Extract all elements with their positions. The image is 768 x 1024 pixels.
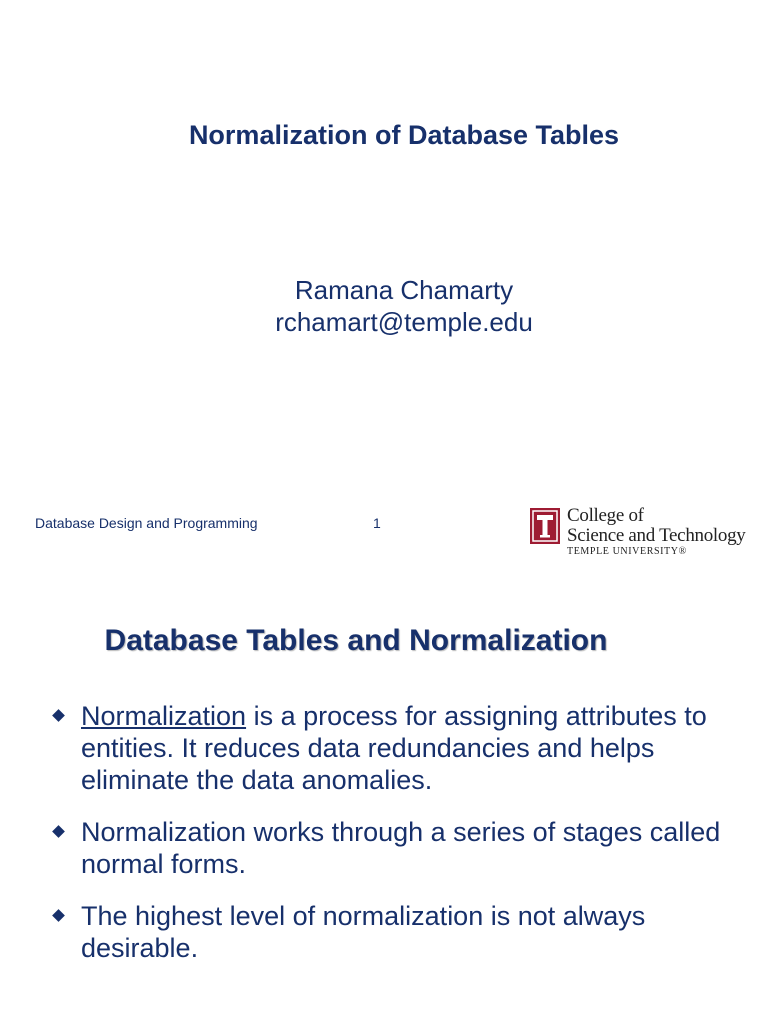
bullet-text: is a process for assigning attributes to entities. It reduces data redundancies and helps eliminate the data anomalies. [81,701,707,795]
author-email: rchamart@temple.edu [275,307,533,337]
logo-line-university: TEMPLE UNIVERSITY® [567,546,687,557]
logo-line-science: Science and Technology [567,525,746,546]
bullet-list [52,700,732,964]
college-logo [530,506,766,556]
author-block [0,274,768,338]
temple-t-logo-icon [530,508,560,544]
bullet-text: Normalization works through a series of stages called normal forms. [81,817,721,879]
author-name: Ramana Chamarty [294,275,514,305]
bullet-term: Normalization [81,701,247,731]
bullet-item [52,900,732,964]
diamond-bullet-icon [52,709,65,722]
bullet-text: The highest level of normalization is not always desirable. [81,901,646,963]
footer-course-name: Database Design and Programming [35,515,258,531]
slide-2 [0,560,768,1024]
footer-page-number: 1 [373,515,381,531]
bullet-item [52,816,732,880]
logo-wordmark [567,506,746,558]
logo-line-college: College of [567,505,644,526]
slide-title: Database Tables and Normalization [104,624,608,657]
bullet-item [52,700,732,796]
diamond-bullet-icon [52,825,65,838]
diamond-bullet-icon [52,909,65,922]
slide-title: Normalization of Database Tables [188,120,620,150]
